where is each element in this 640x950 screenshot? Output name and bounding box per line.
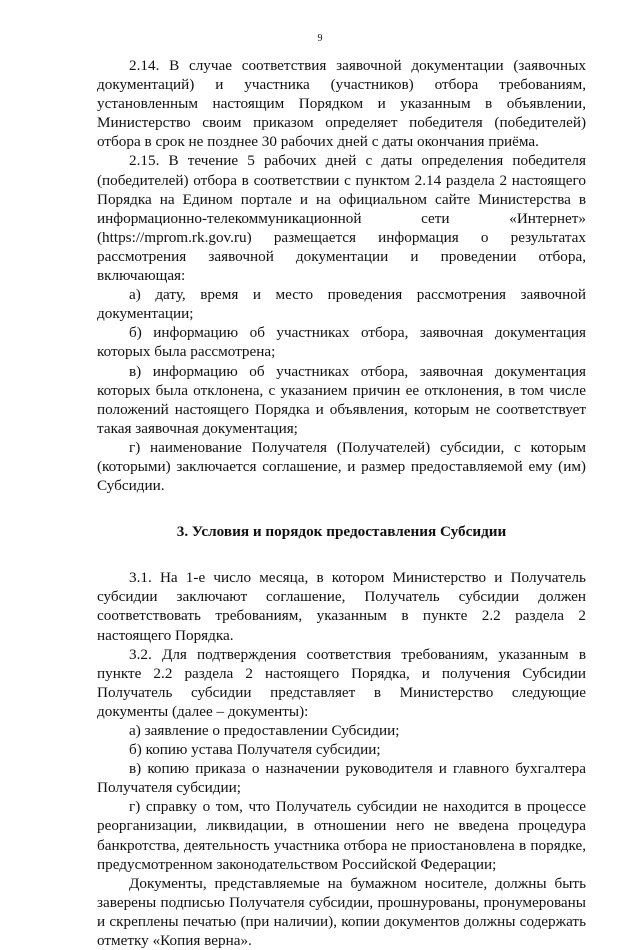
list-item-g: г) наименование Получателя (Получателей) субсидии, с которым (которыми) заключается соглашение, и размер предоставляемой ему (им) Субсидии. <box>97 438 586 495</box>
paragraph-documents-certification: Документы, представляемые на бумажном носителе, должны быть заверены подписью Получателя субсидии, прошнурованы, пронумерованы и скреплены печатью (при наличии), копии документов должны содержать отметку «Копия верна». <box>97 874 586 950</box>
section-heading: 3. Условия и порядок предоставления Субсидии <box>176 523 507 541</box>
document-item-v: в) копию приказа о назначении руководителя и главного бухгалтера Получателя субсидии; <box>97 760 586 797</box>
paragraph-3-1: 3.1. На 1-е число месяца, в котором Министерство и Получатель субсидии заключают соглашение, Получатель субсидии должен соответствовать требованиям, указанным в пункте 2.2 раздела 2 настоящего Порядка. <box>97 569 586 644</box>
document-body <box>97 56 586 950</box>
document-item-b: б) копию устава Получателя субсидии; <box>129 741 381 759</box>
list-item-a: а) дату, время и место проведения рассмотрения заявочной документации; <box>97 286 586 323</box>
document-item-g: г) справку о том, что Получатель субсидии не находится в процессе реорганизации, ликвидации, в отношении него не введена процедура банкротства, деятельность участника отбора не приостановлена в порядке, предусмотренном законодательством Российской Федерации; <box>97 798 586 873</box>
page-number: 9 <box>317 33 323 44</box>
paragraph-2-14: 2.14. В случае соответствия заявочной документации (заявочных документаций) и участника (участников) отбора требованиям, установленным настоящим Порядком и указанным в объявлении, Министерство своим приказом определяет победителя (победителей) отбора в срок не позднее 30 рабочих дней с даты окончания приёма. <box>97 57 586 151</box>
list-item-v: в) информацию об участниках отбора, заявочная документация которых была отклонена, с указанием причин ее отклонения, в том числе положений настоящего Порядка и объявления, которым не соответствует такая заявочная документация; <box>97 362 586 437</box>
paragraph-3-2: 3.2. Для подтверждения соответствия требованиям, указанным в пункте 2.2 раздела 2 настоящего Порядка, и получения Субсидии Получатель субсидии представляет в Министерство следующие документы (далее – документы): <box>97 645 586 720</box>
list-item-b: б) информацию об участниках отбора, заявочная документация которых была рассмотрена; <box>97 324 586 361</box>
paragraph-2-15: 2.15. В течение 5 рабочих дней с даты определения победителя (победителей) отбора в соответствии с пунктом 2.14 раздела 2 настоящего Порядка на Едином портале и на официальном сайте Министерства в информационно-телекоммуникационной сети «Интернет» (https://mprom.rk.gov.ru) размещается информация о результатах рассмотрения заявочной документации и проведении отбора, включающая: <box>97 152 586 285</box>
document-item-a: а) заявление о предоставлении Субсидии; <box>129 722 400 739</box>
